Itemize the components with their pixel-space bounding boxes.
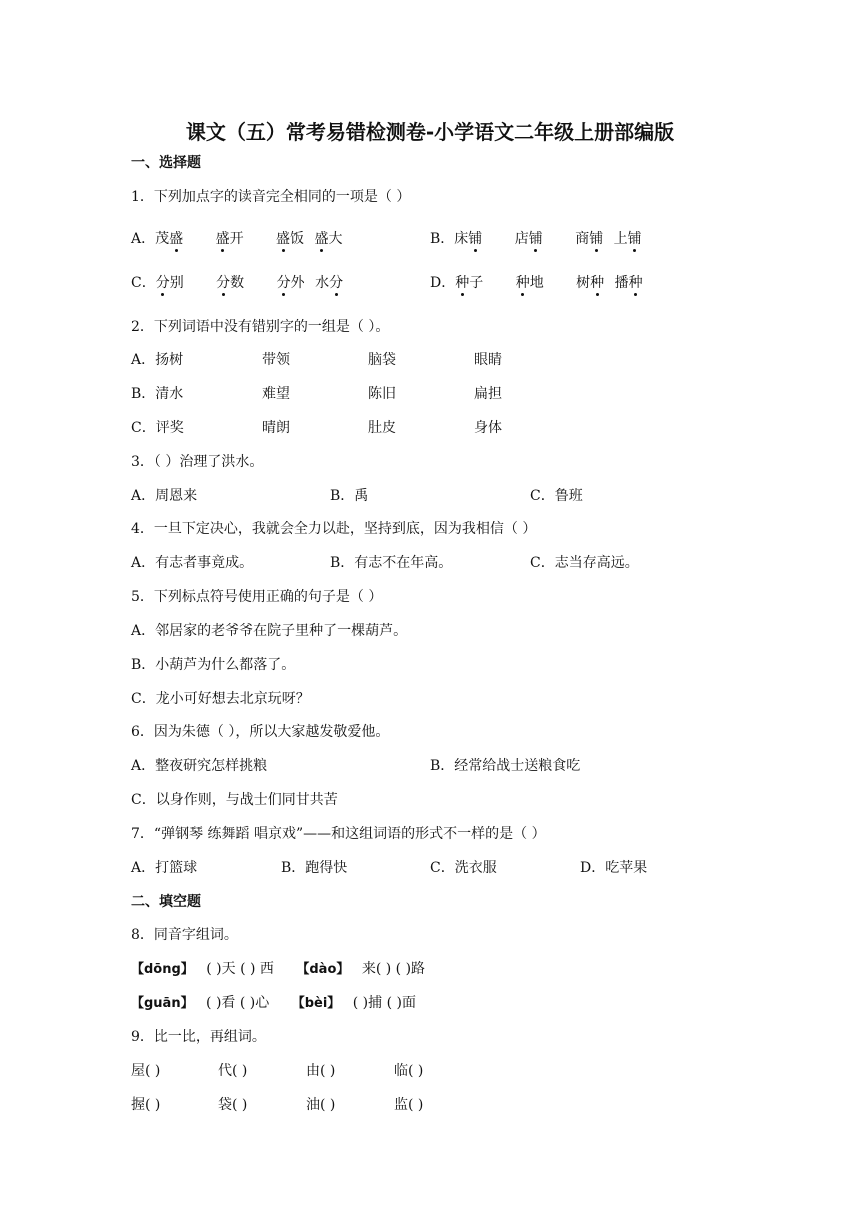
section-heading-fill: 二、填空题 [131,894,201,910]
q4-option-b: B．有志不在年高。 [330,555,453,571]
q1-option-d [430,272,643,292]
q9-item: 屋( ) [131,1063,161,1079]
q6-option-b: B．经常给战士送粮食吃 [430,758,581,774]
question-2-stem: 2．下列词语中没有错别字的一组是（ ）。 [131,319,390,335]
q2-word: 晴朗 [262,420,290,436]
word: 分外 [276,275,305,291]
q7-option-d: D．吃苹果 [580,860,648,876]
q2-word: 身体 [474,420,502,436]
q1-option-b [430,228,642,248]
q5-option-b: B．小葫芦为什么都落了。 [131,657,296,673]
blank-line: ( )看 ( )心 [206,995,270,1011]
q2-word: 肚皮 [368,420,396,436]
q2-word: 陈旧 [368,386,396,402]
pinyin-label: 【dōng】 [131,962,194,977]
q8-row-2 [131,992,416,1012]
q9-item: 代( ) [218,1063,248,1079]
word: 上铺 [613,231,642,247]
q9-item: 油( ) [306,1097,336,1113]
word: 种子 [455,275,484,291]
word: 树种 [576,275,605,291]
word: 茂盛 [155,231,184,247]
q2-option-a: A．扬树 [131,352,184,368]
question-9-stem: 9．比一比，再组词。 [131,1029,266,1045]
q3-option-c: C．鲁班 [530,488,583,504]
question-7-stem: 7．“弹钢琴 练舞蹈 唱京戏”——和这组词语的形式不一样的是（ ） [131,826,546,842]
q2-word: 扁担 [474,386,502,402]
word: 床铺 [454,231,483,247]
option-label: A． [131,231,156,247]
q3-option-b: B．禹 [330,488,369,504]
question-1-stem: 1．下列加点字的读音完全相同的一项是（ ） [131,189,411,205]
word: 店铺 [514,231,543,247]
q9-item: 由( ) [306,1063,336,1079]
q9-item: 监( ) [394,1097,424,1113]
q8-row-1 [131,958,425,978]
pinyin-label: 【dào】 [296,962,350,977]
q1-option-a [131,228,342,248]
q2-word: 带领 [262,352,290,368]
section-heading-choice: 一、选择题 [131,155,201,171]
q2-option-b: B．清水 [131,386,184,402]
word: 水分 [315,275,344,291]
q9-item: 临( ) [394,1063,424,1079]
page-title: 课文（五）常考易错检测卷-小学语文二年级上册部编版 [185,120,675,144]
q7-option-b: B．跑得快 [281,860,348,876]
q7-option-a: A．打篮球 [131,860,198,876]
word: 商铺 [575,231,604,247]
question-6-stem: 6．因为朱德（ ），所以大家越发敬爱他。 [131,724,390,740]
blank-line: 来( ) ( )路 [361,961,426,977]
q7-option-c: C．洗衣服 [430,860,497,876]
q5-option-a: A．邻居家的老爷爷在院子里种了一棵葫芦。 [131,623,408,639]
question-8-stem: 8．同音字组词。 [131,927,238,943]
pinyin-label: 【guān】 [131,996,194,1011]
q9-item: 握( ) [131,1097,161,1113]
option-label: D． [430,275,456,291]
word: 分别 [155,275,184,291]
q4-option-c: C．志当存高远。 [530,555,639,571]
option-label: B． [430,231,455,247]
word: 种地 [515,275,544,291]
word: 盛开 [215,231,244,247]
q2-word: 眼睛 [474,352,502,368]
q3-option-a: A．周恩来 [131,488,198,504]
question-4-stem: 4．一旦下定决心，我就会全力以赴，坚持到底，因为我相信（ ） [131,521,537,537]
question-3-stem: 3．（ ）治理了洪水。 [131,454,264,470]
q2-option-c: C．评奖 [131,420,184,436]
q1-option-c [131,272,343,292]
blank-line: ( )天 ( ) 西 [206,961,274,977]
word: 盛饭 [276,231,305,247]
q6-option-a: A．整夜研究怎样挑粮 [131,758,268,774]
blank-line: ( )捕 ( )面 [352,995,416,1011]
question-5-stem: 5．下列标点符号使用正确的句子是（ ） [131,589,383,605]
q2-word: 脑袋 [368,352,396,368]
option-label: C． [131,275,156,291]
word: 播种 [614,275,643,291]
q6-option-c: C．以身作则，与战士们同甘共苦 [131,792,338,808]
q4-option-a: A．有志者事竟成。 [131,555,254,571]
word: 分数 [216,275,245,291]
q2-word: 难望 [262,386,290,402]
word: 盛大 [314,231,343,247]
q9-item: 袋( ) [218,1097,248,1113]
q5-option-c: C．龙小可好想去北京玩呀？ [131,691,310,707]
pinyin-label: 【bèi】 [291,996,341,1011]
